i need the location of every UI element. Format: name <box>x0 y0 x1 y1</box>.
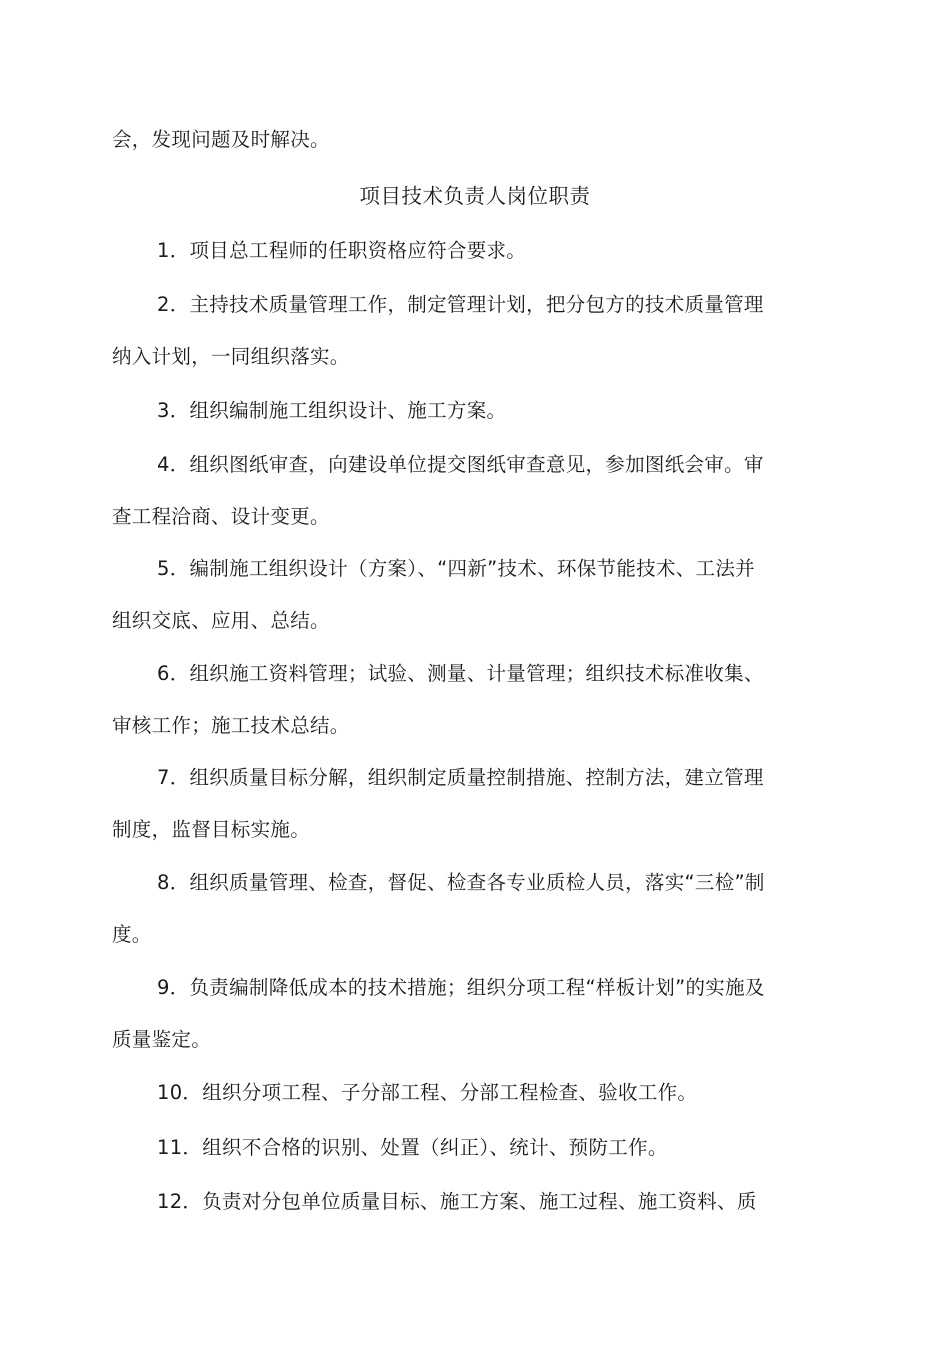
section-title: 项目技术负责人岗位职责 <box>359 184 591 208</box>
list-item-7-line-1: 7．组织质量目标分解，组织制定质量控制措施、控制方法，建立管理 <box>157 766 764 789</box>
continuation-text: 会，发现问题及时解决。 <box>112 128 330 151</box>
list-item-7-line-2: 制度，监督目标实施。 <box>112 818 311 841</box>
list-item-11-line-1: 11．组织不合格的识别、处置（纠正）、统计、预防工作。 <box>157 1136 668 1159</box>
list-item-2-line-1: 2．主持技术质量管理工作，制定管理计划，把分包方的技术质量管理 <box>157 293 764 316</box>
list-item-8-line-1: 8．组织质量管理、检查，督促、检查各专业质检人员，落实“三检”制 <box>157 871 765 894</box>
list-item-8-line-2: 度。 <box>112 923 152 946</box>
list-item-10-line-1: 10．组织分项工程、子分部工程、分部工程检查、验收工作。 <box>157 1081 698 1104</box>
list-item-9-line-2: 质量鉴定。 <box>112 1028 212 1051</box>
list-item-2-line-2: 纳入计划，一同组织落实。 <box>112 345 350 368</box>
list-item-6-line-1: 6．组织施工资料管理；试验、测量、计量管理；组织技术标准收集、 <box>157 662 764 685</box>
list-item-9-line-1: 9．负责编制降低成本的技术措施；组织分项工程“样板计划”的实施及 <box>157 976 765 999</box>
list-item-3-line-1: 3．组织编制施工组织设计、施工方案。 <box>157 399 507 422</box>
list-item-6-line-2: 审核工作；施工技术总结。 <box>112 714 350 737</box>
list-item-4-line-2: 查工程洽商、设计变更。 <box>112 505 330 528</box>
list-item-12-line-1: 12．负责对分包单位质量目标、施工方案、施工过程、施工资料、质 <box>157 1190 757 1213</box>
list-item-1-line-1: 1．项目总工程师的任职资格应符合要求。 <box>157 239 527 262</box>
list-item-5-line-2: 组织交底、应用、总结。 <box>112 609 330 632</box>
list-item-4-line-1: 4．组织图纸审查，向建设单位提交图纸审查意见，参加图纸会审。审 <box>157 453 764 476</box>
list-item-5-line-1: 5．编制施工组织设计（方案）、“四新”技术、环保节能技术、工法并 <box>157 557 755 580</box>
